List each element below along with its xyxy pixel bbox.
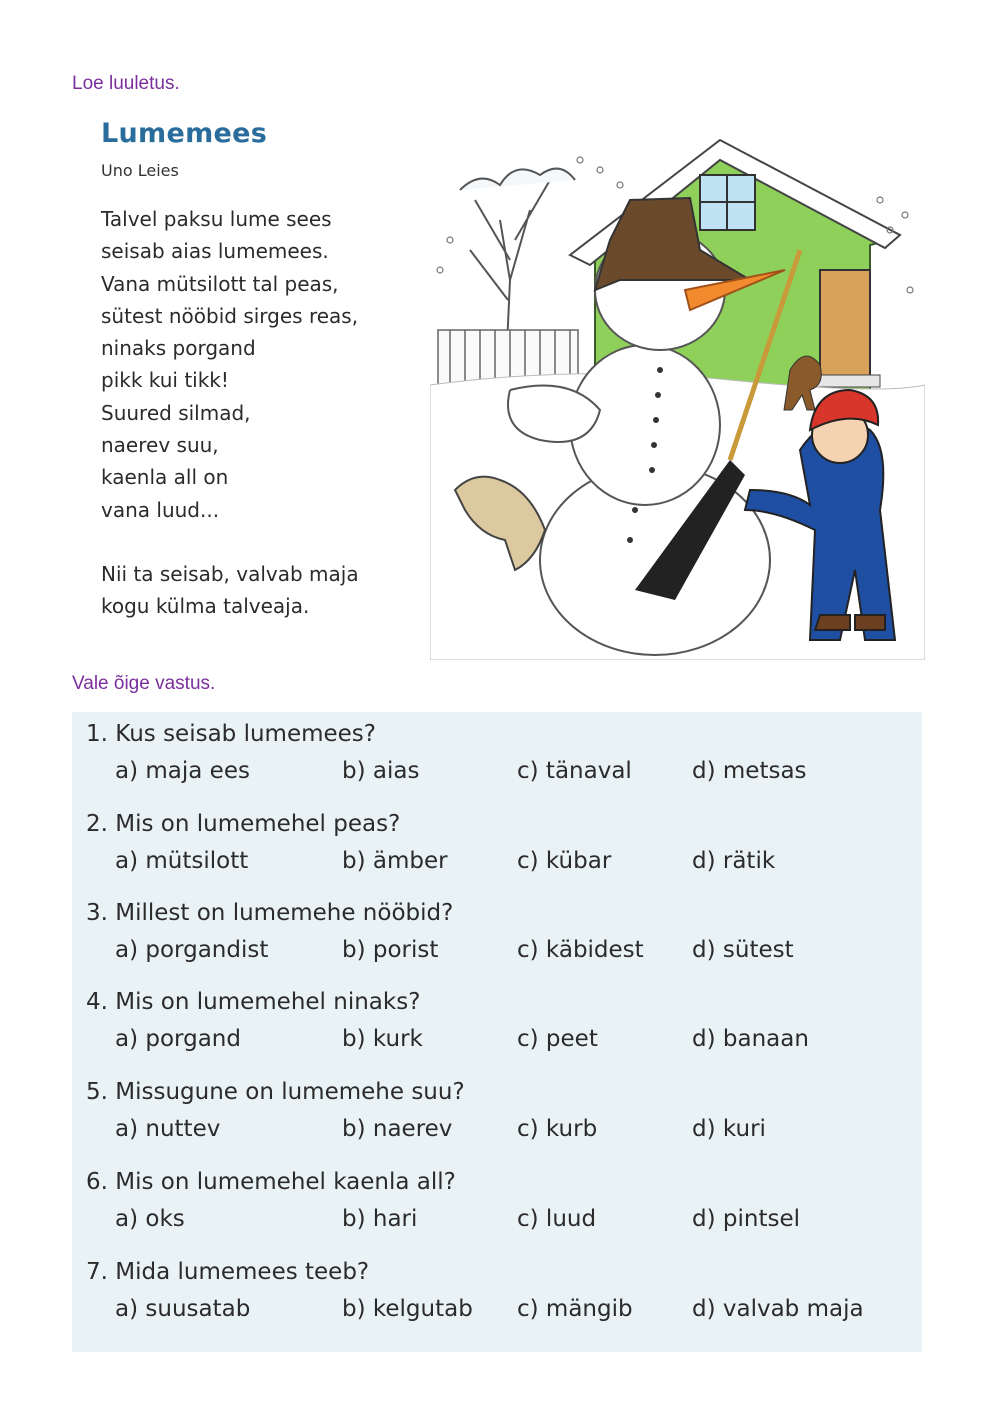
answer-a[interactable]: a) porgandist — [115, 937, 269, 963]
answer-d[interactable]: d) banaan — [692, 1026, 809, 1052]
answer-b[interactable]: b) kelgutab — [342, 1296, 473, 1322]
answer-c[interactable]: c) mängib — [517, 1296, 633, 1322]
answer-options — [86, 1200, 906, 1238]
question-text: 3. Millest on lumemehe nööbid? — [86, 900, 454, 926]
answer-c[interactable]: c) peet — [517, 1026, 598, 1052]
poem-line: Nii ta seisab, valvab maja — [101, 561, 359, 586]
answer-b[interactable]: b) hari — [342, 1206, 418, 1232]
poem-line: naerev suu, — [101, 433, 219, 458]
poem-author: Uno Leies — [101, 161, 179, 180]
poem-line: ninaks porgand — [101, 336, 256, 361]
poem-line: vana luud... — [101, 497, 220, 522]
answer-d[interactable]: d) kuri — [692, 1116, 766, 1142]
question-text: 6. Mis on lumemehel kaenla all? — [86, 1169, 456, 1195]
answer-b[interactable]: b) aias — [342, 758, 420, 784]
answer-d[interactable]: d) metsas — [692, 758, 807, 784]
question-text: 4. Mis on lumemehel ninaks? — [86, 989, 421, 1015]
poem-line: seisab aias lumemees. — [101, 239, 329, 264]
instruction-read: Loe luuletus. — [72, 73, 180, 94]
question-1 — [86, 716, 906, 790]
answer-b[interactable]: b) porist — [342, 937, 439, 963]
poem-line: pikk kui tikk! — [101, 368, 229, 393]
answer-b[interactable]: b) kurk — [342, 1026, 423, 1052]
poem-line: Talvel paksu lume sees — [101, 207, 332, 231]
answer-c[interactable]: c) kübar — [517, 848, 612, 874]
answer-a[interactable]: a) nuttev — [115, 1116, 221, 1142]
question-text: 1. Kus seisab lumemees? — [86, 721, 376, 747]
poem-line: sütest nööbid sirges reas, — [101, 303, 359, 328]
snowman-illustration — [430, 130, 925, 660]
poem-line: Suured silmad, — [101, 400, 251, 425]
question-7 — [86, 1254, 906, 1328]
poem-body — [101, 203, 359, 623]
answer-d[interactable]: d) rätik — [692, 848, 776, 874]
question-text: 5. Missugune on lumemehe suu? — [86, 1079, 465, 1105]
question-4 — [86, 984, 906, 1058]
quiz-panel — [72, 712, 922, 1352]
answer-c[interactable]: c) kurb — [517, 1116, 598, 1142]
question-5 — [86, 1074, 906, 1148]
poem-title: Lumemees — [101, 118, 268, 149]
answer-options — [86, 1110, 906, 1148]
stanza-gap — [101, 526, 359, 558]
poem-line: kogu külma talveaja. — [101, 594, 310, 619]
answer-options — [86, 752, 906, 790]
answer-c[interactable]: c) luud — [517, 1206, 597, 1232]
answer-options — [86, 931, 906, 969]
poem-line: kaenla all on — [101, 465, 229, 490]
instruction-choose: Vale õige vastus. — [72, 673, 216, 694]
answer-b[interactable]: b) naerev — [342, 1116, 453, 1142]
answer-a[interactable]: a) mütsilott — [115, 848, 249, 874]
answer-options — [86, 1290, 906, 1328]
question-2 — [86, 806, 906, 880]
answer-options — [86, 842, 906, 880]
answer-b[interactable]: b) ämber — [342, 848, 448, 874]
answer-d[interactable]: d) sütest — [692, 937, 794, 963]
answer-a[interactable]: a) maja ees — [115, 758, 250, 784]
answer-a[interactable]: a) oks — [115, 1206, 185, 1232]
question-6 — [86, 1164, 906, 1238]
answer-c[interactable]: c) käbidest — [517, 937, 644, 963]
answer-d[interactable]: d) valvab maja — [692, 1296, 864, 1322]
poem-line: Vana mütsilott tal peas, — [101, 271, 339, 296]
question-3 — [86, 895, 906, 969]
answer-c[interactable]: c) tänaval — [517, 758, 632, 784]
question-text: 2. Mis on lumemehel peas? — [86, 811, 401, 837]
answer-a[interactable]: a) porgand — [115, 1026, 241, 1052]
answer-options — [86, 1020, 906, 1058]
answer-d[interactable]: d) pintsel — [692, 1206, 800, 1232]
answer-a[interactable]: a) suusatab — [115, 1296, 251, 1322]
question-text: 7. Mida lumemees teeb? — [86, 1259, 370, 1285]
